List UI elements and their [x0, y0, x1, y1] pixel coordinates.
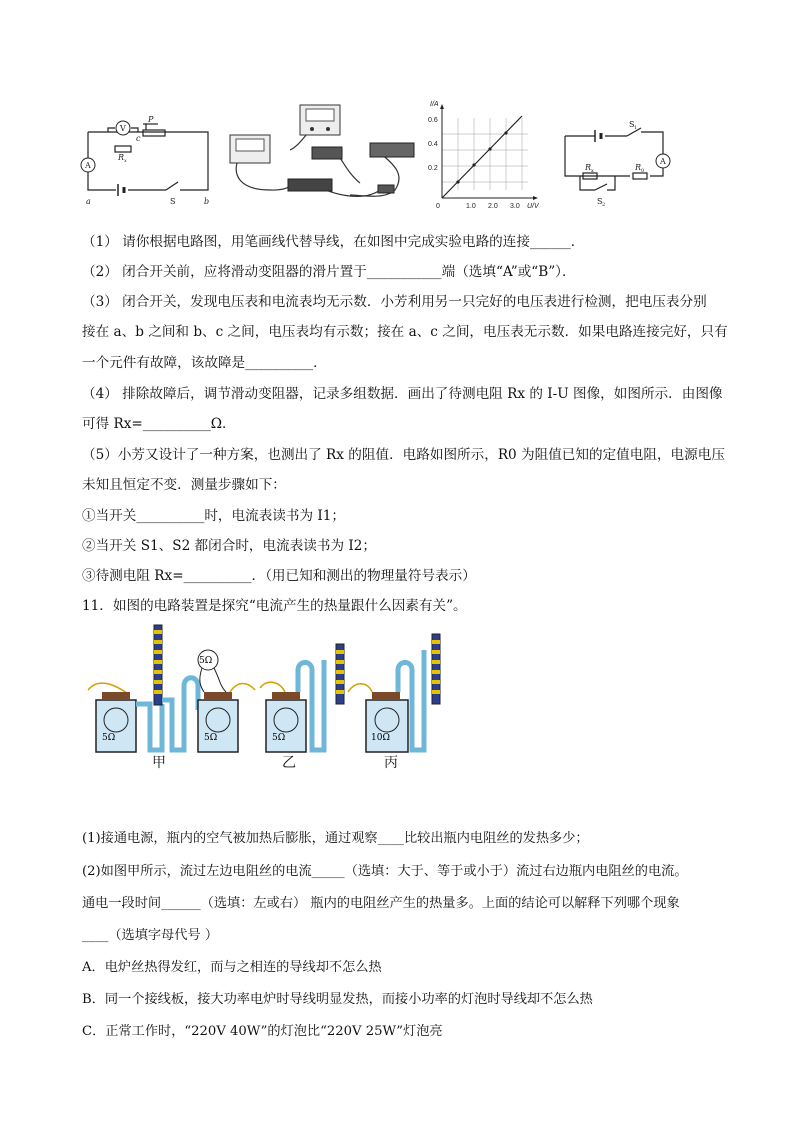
x-axis-label: U/V: [527, 203, 539, 210]
iu-line: [442, 116, 522, 198]
jar-label: 10Ω: [371, 733, 390, 743]
jar-label: 5Ω: [204, 733, 218, 743]
rx2-label: R: [585, 163, 592, 172]
s1-label: S: [629, 120, 635, 129]
q11-option-b: B．同一个接线板，接大功率电炉时导线明显发热，而接小功率的灯泡时导线却不怎么热: [82, 992, 593, 1007]
q10-part2: （2） 闭合开关前，应将滑动变阻器的滑片置于___________端（选填“A”或“B”）．: [82, 264, 576, 280]
q11-part2-line2: 通电一段时间______（选填：左或右） 瓶内的电阻丝产生的热量多。上面的结论可以解释下列哪个现象: [82, 896, 680, 911]
point-b-label: b: [204, 197, 210, 206]
q11-part2-line3: ____（选填字母代号 ）: [82, 928, 219, 943]
resistor-device: [312, 147, 342, 159]
apparatus-jia: [88, 625, 255, 752]
q11-part2-line1: (2)如图甲所示，流过左边电阻丝的电流_____（选填：大于、等于或小于）流过右边瓶内电阻丝的电流。: [82, 864, 688, 879]
q10-part4-line1: （4） 排除故障后，调节滑动变阻器，记录多组数据．画出了待测电阻 Rx 的 I-U 图像，如图所示．由图像: [82, 386, 723, 402]
q11-option-a: A．电炉丝热得发红，而与之相连的导线却不怎么热: [82, 960, 382, 975]
s2-sub: 2: [602, 202, 606, 208]
r0-sub: 0: [641, 168, 645, 174]
rx2-sub: x: [591, 168, 594, 174]
ammeter-label: A: [85, 161, 91, 170]
y-tick: 0.4: [428, 141, 438, 148]
q11-part1: (1)接通电源，瓶内的空气被加热后膨胀，通过观察____比较出瓶内电阻丝的发热多少；: [82, 831, 589, 846]
ammeter-device: [230, 135, 270, 163]
heat-apparatus: [80, 620, 460, 770]
caption-yi: 乙: [282, 755, 296, 771]
battery-box: [288, 179, 332, 191]
x-tick: 1.0: [466, 203, 476, 210]
jar-label: 5Ω: [102, 733, 116, 743]
q10-step2: ②当开关 S1、S2 都闭合时，电流表读书为 I2；: [82, 538, 376, 554]
x-tick: 0: [436, 203, 440, 210]
q11-option-c: C．正常工作时，“220V 40W”的灯泡比“220V 25W”灯泡亮: [82, 1024, 443, 1039]
q10-part3-line1: （3） 闭合开关，发现电压表和电流表均无示数．小芳利用另一只完好的电压表进行检测，把电压表分别: [82, 294, 707, 310]
q10-part1: （1） 请你根据电路图，用笔画线代替导线，在如图中完成实验电路的连接______．: [82, 234, 585, 250]
rx-label: R: [118, 153, 125, 162]
circuit-diagram-1: [78, 110, 218, 212]
circuit-diagram-2: [555, 118, 685, 213]
switch-device: [378, 185, 394, 193]
x-tick: 2.0: [488, 203, 498, 210]
point-a-label: a: [86, 197, 91, 206]
external-resistor-label: 5Ω: [199, 656, 213, 666]
iu-graph: [428, 98, 546, 212]
y-tick: 0.2: [428, 165, 438, 172]
x-tick: 3.0: [510, 203, 520, 210]
y-tick: 0.6: [428, 117, 438, 124]
p-label: P: [148, 115, 154, 124]
r0-label: R: [635, 163, 642, 172]
ammeter2-label: A: [660, 157, 666, 166]
apparatus-photo: [220, 95, 418, 213]
q10-part3-line2: 接在 a、b 之间和 b、c 之间，电压表均有示数；接在 a、c 之间，电压表无示数．如果电路连接完好，只有: [82, 324, 728, 340]
voltmeter-label: V: [120, 124, 126, 133]
q10-part4-line2: 可得 Rx=__________Ω．: [82, 416, 236, 432]
caption-jia: 甲: [152, 755, 166, 771]
q10-step3: ③待测电阻 Rx=__________．（用已知和测出的物理量符号表示）: [82, 568, 476, 584]
jar-label: 5Ω: [272, 733, 286, 743]
q10-part5-line1: （5）小芳又设计了一种方案，也测出了 Rx 的阻值．电路如图所示，R0 为阻值已知的定值电阻，电源电压: [82, 447, 725, 463]
rx-sub: x: [124, 158, 127, 164]
caption-bing: 丙: [384, 755, 398, 771]
voltmeter-device: [300, 105, 340, 135]
y-axis-label: I/A: [430, 101, 439, 108]
c-label: c: [136, 134, 141, 143]
apparatus-yi: [260, 644, 344, 752]
q11-title: 11．如图的电路装置是探究“电流产生的热量跟什么因素有关”。: [82, 598, 467, 614]
q10-part5-line2: 未知且恒定不变．测量步骤如下：: [82, 477, 286, 493]
rheostat-device: [370, 143, 414, 157]
q10-step1: ①当开关__________时，电流表读书为 I1；: [82, 508, 346, 524]
s2-label: S: [597, 197, 603, 206]
s1-sub: 1: [634, 125, 638, 131]
q10-part3-line3: 一个元件有故障，该故障是__________．: [82, 355, 327, 371]
apparatus-bing: [348, 634, 440, 752]
switch-label: S: [170, 197, 176, 206]
